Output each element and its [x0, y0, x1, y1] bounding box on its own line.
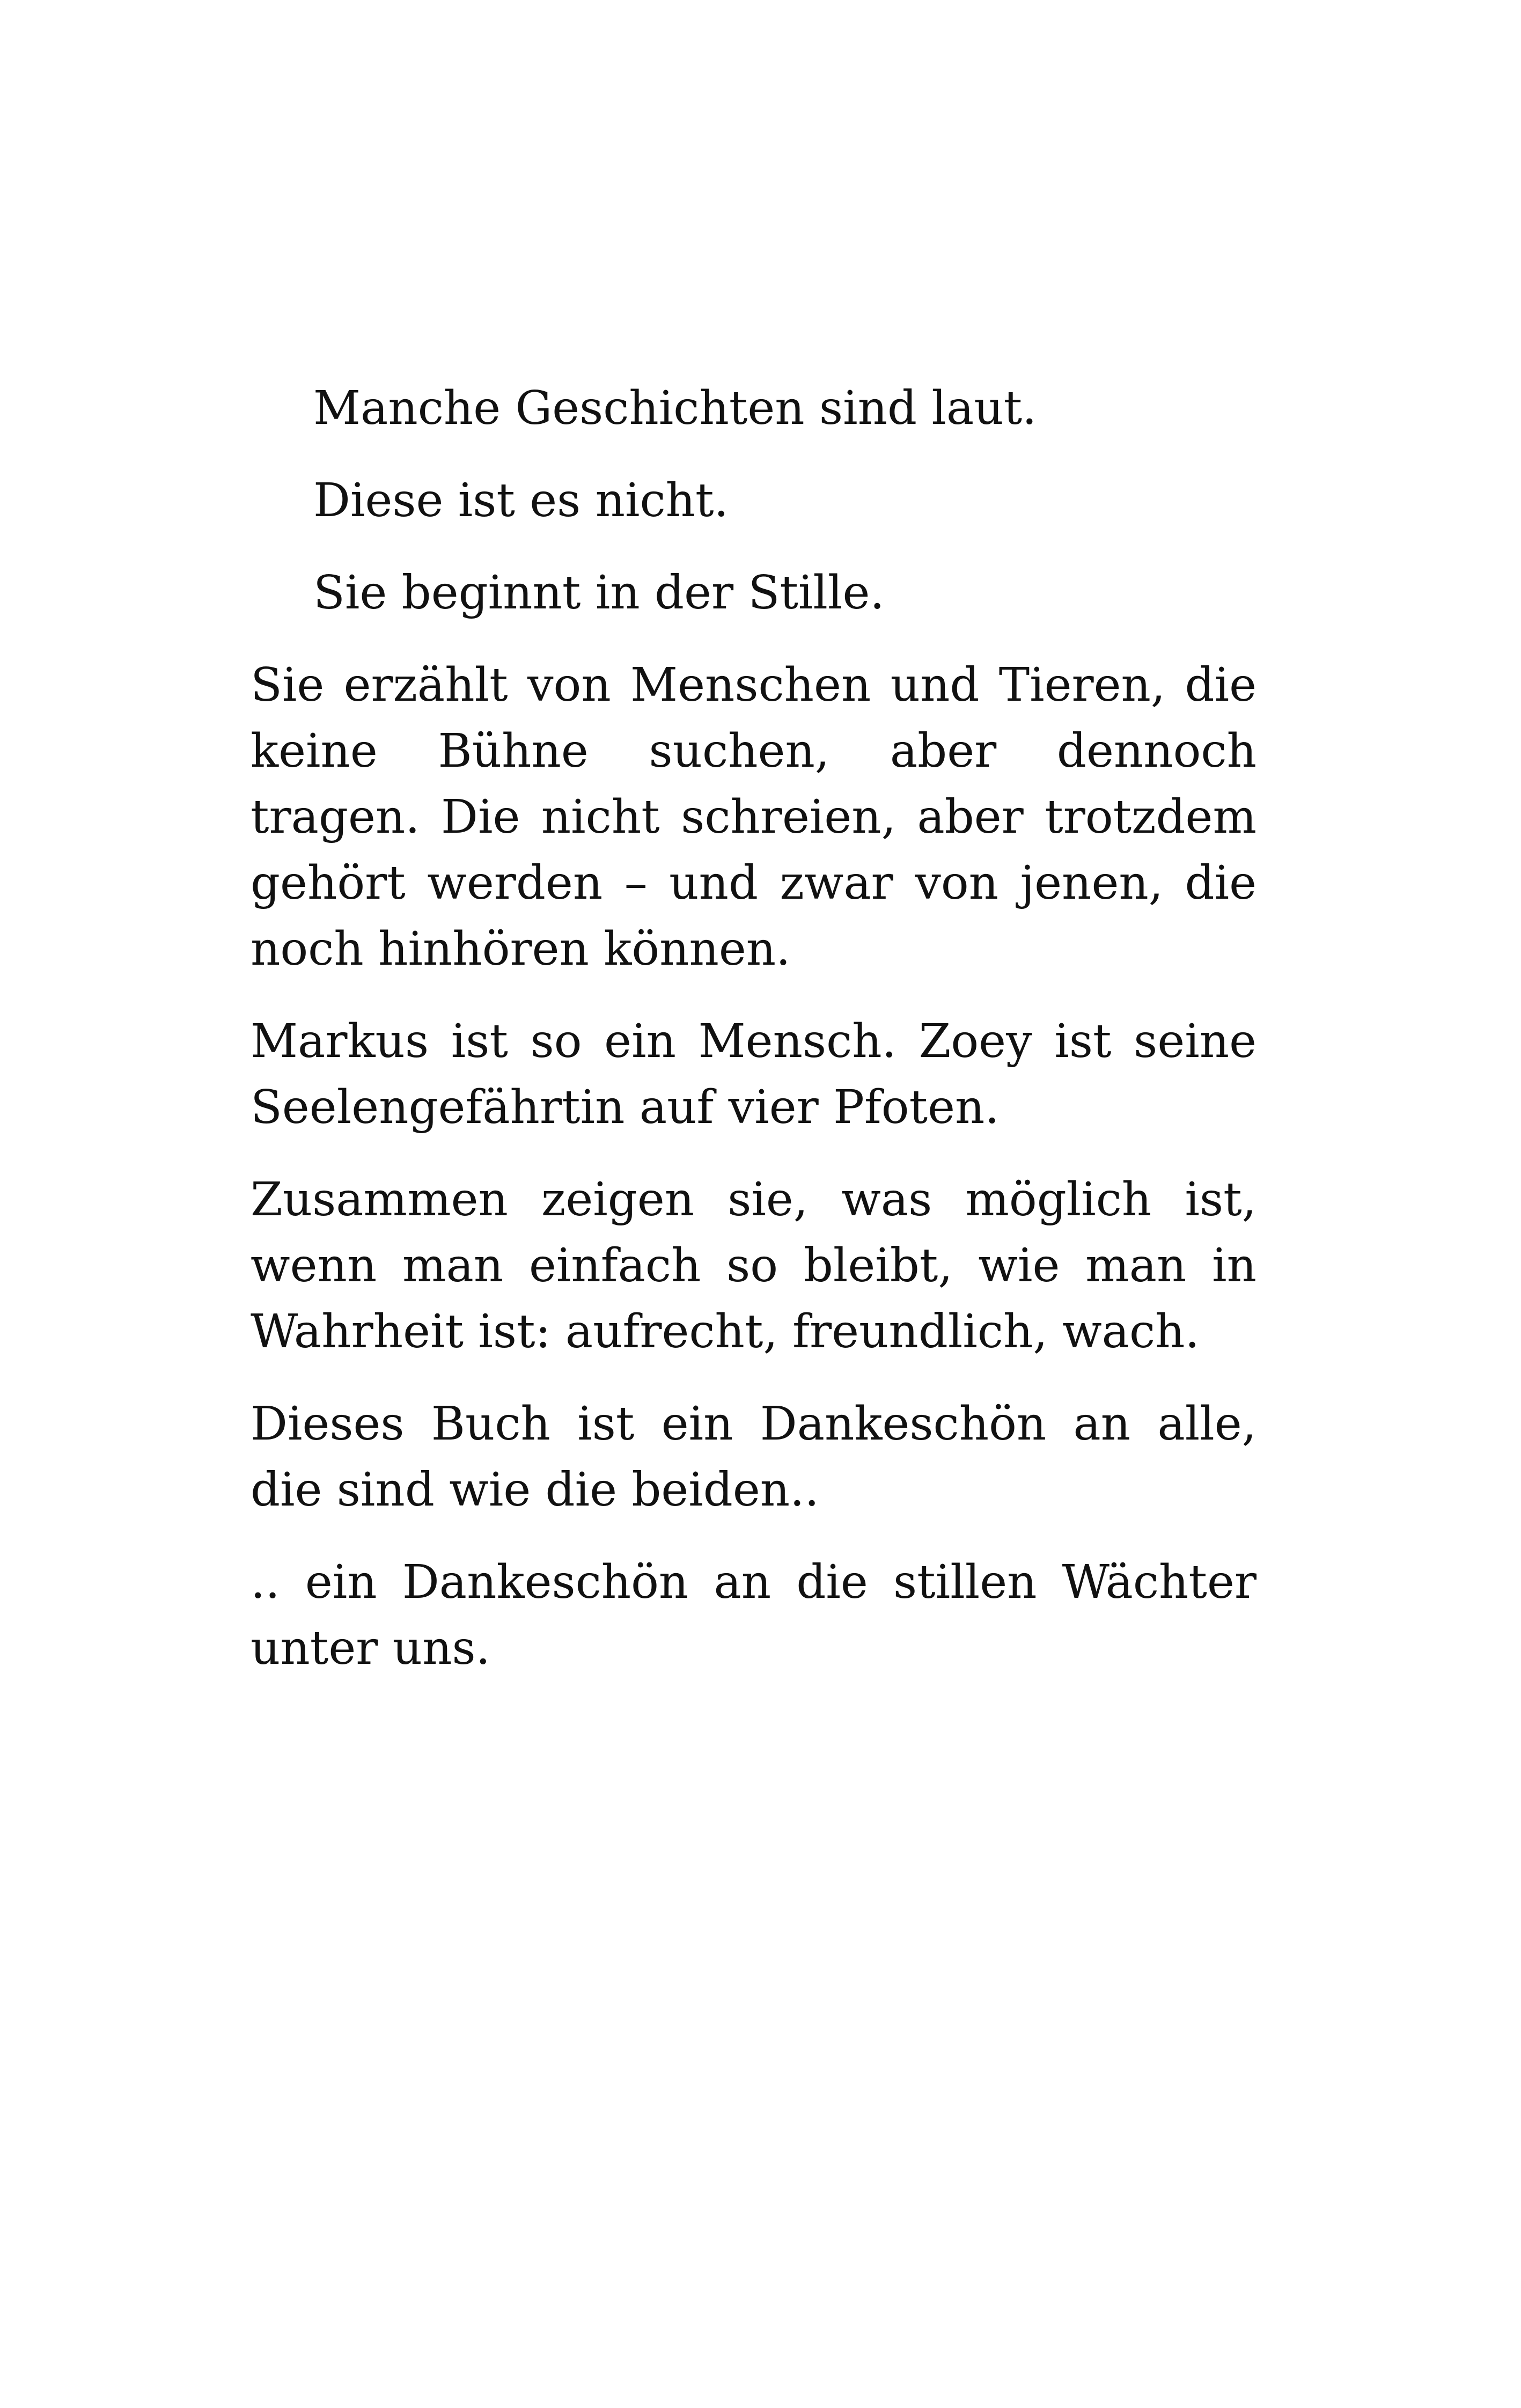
paragraph-markus-zoey: Markus ist so ein Mensch. Zoey ist seine Seelengefährtin auf vier Pfoten. — [251, 1015, 1257, 1134]
paragraph-together: Zusammen zeigen sie, was möglich ist, wenn man einfach so bleibt, wie man in Wahrheit ist: aufrecht, freundlich, wach. — [251, 1173, 1257, 1359]
intro-line-2: Diese ist es nicht. — [313, 474, 729, 527]
paragraph-stories: Sie erzählt von Menschen und Tieren, die keine Bühne suchen, aber dennoch tragen. Die nicht schreien, aber trotzdem gehört werden – und zwar von jenen, die noch hinhören können. — [251, 658, 1257, 976]
paragraph-thanks: Dieses Buch ist ein Dankeschön an alle, die sind wie die beiden.. — [251, 1397, 1257, 1517]
intro-line-1: Manche Geschichten sind laut. — [313, 381, 1037, 435]
intro-line-3: Sie beginnt in der Stille. — [313, 566, 885, 620]
page-text — [251, 376, 1257, 1708]
paragraph-silent-guardians: .. ein Dankeschön an die stillen Wächter unter uns. — [251, 1555, 1257, 1675]
